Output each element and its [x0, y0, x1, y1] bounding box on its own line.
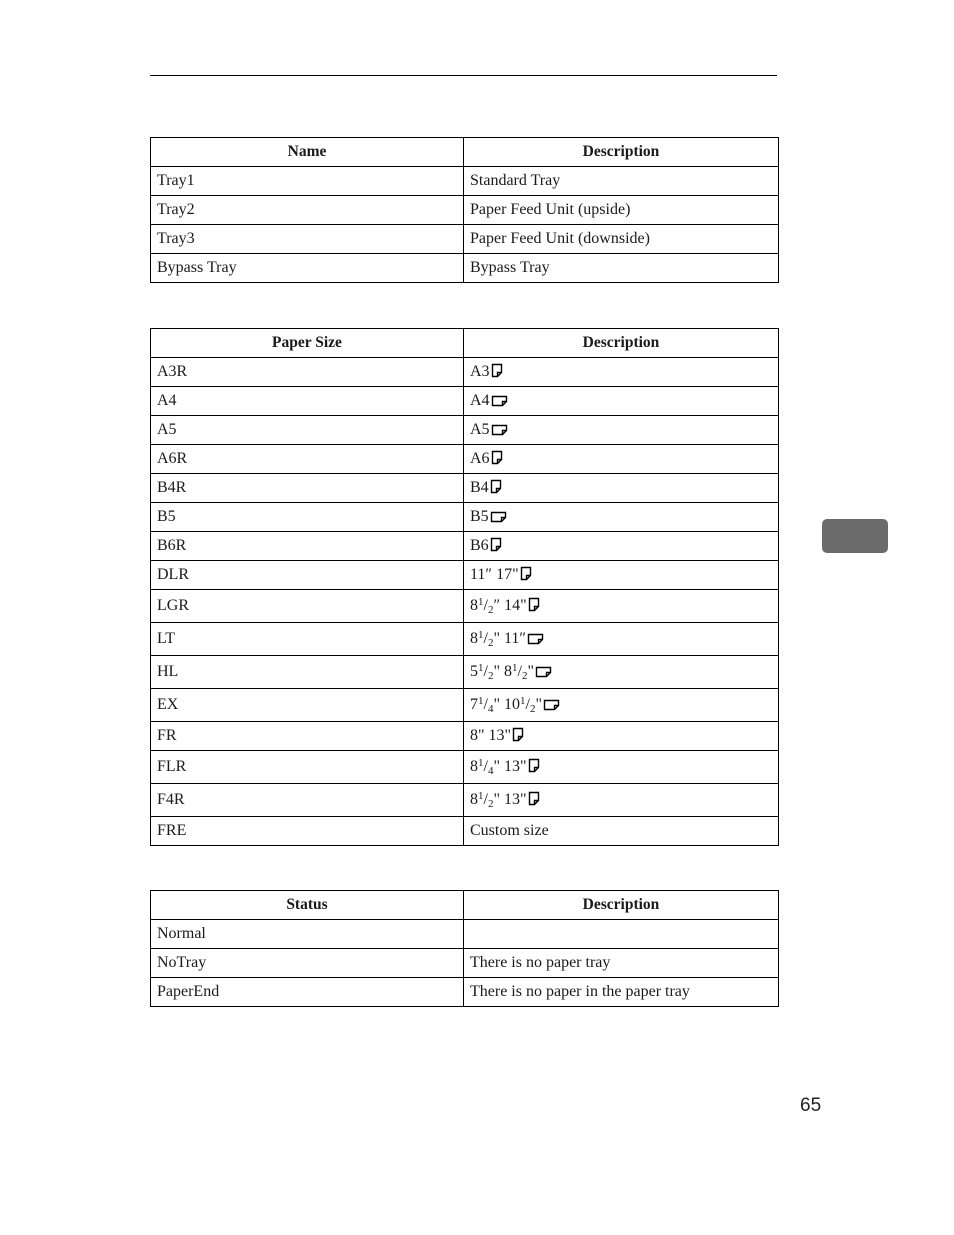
table-row [151, 416, 779, 445]
paper-size-description [464, 590, 779, 623]
page-number: 65 [800, 1095, 822, 1116]
landscape-orientation-icon [491, 424, 508, 436]
table-row [151, 949, 779, 978]
size-text: B6 [470, 537, 489, 554]
fraction-numerator: 1 [478, 790, 484, 802]
size-text: A6 [470, 450, 490, 467]
landscape-orientation-icon [527, 633, 544, 645]
size-text: / [483, 758, 488, 775]
size-text: 8 [470, 758, 478, 775]
size-text: A5 [470, 421, 490, 438]
table-row [151, 623, 779, 656]
table-row [151, 196, 779, 225]
fraction-denominator: 2 [521, 670, 528, 682]
paper-size-description [464, 623, 779, 656]
size-text: 8 [470, 597, 478, 614]
fraction-denominator: 2 [487, 637, 494, 649]
fraction-numerator: 1 [478, 757, 484, 769]
paper-size-rows [151, 358, 779, 846]
paper-size-description [464, 445, 779, 474]
fraction-numerator: 1 [511, 662, 518, 674]
size-text: A4 [470, 392, 490, 409]
size-text: 7 [470, 696, 478, 713]
paper-size-name: F4R [151, 784, 464, 817]
fraction-numerator: 1 [478, 695, 484, 707]
paper-size-name: DLR [151, 561, 464, 590]
table-row [151, 689, 779, 722]
paper-size-description [464, 784, 779, 817]
fraction-denominator: 4 [487, 765, 494, 777]
paper-size-name: A3R [151, 358, 464, 387]
table-cell: Tray3 [151, 225, 464, 254]
table-row [151, 167, 779, 196]
portrait-orientation-icon [491, 450, 503, 465]
portrait-orientation-icon [512, 727, 524, 742]
paper-size-name: LGR [151, 590, 464, 623]
paper-size-description [464, 751, 779, 784]
paper-size-description [464, 689, 779, 722]
size-text: Custom size [470, 822, 549, 839]
size-text: / [525, 696, 530, 713]
portrait-orientation-icon [528, 758, 540, 773]
table-cell: Tray1 [151, 167, 464, 196]
table-row [151, 474, 779, 503]
size-text: 8 [470, 630, 478, 647]
size-text: 11″ 17" [470, 566, 519, 583]
column-header: Paper Size [151, 329, 464, 358]
paper-size-name: FR [151, 722, 464, 751]
paper-size-description [464, 358, 779, 387]
fraction-denominator: 2 [487, 798, 494, 810]
status-table [150, 890, 779, 1007]
paper-size-name: FRE [151, 817, 464, 846]
paper-size-name: B4R [151, 474, 464, 503]
fraction-denominator: 4 [487, 703, 494, 715]
table-cell: Bypass Tray [151, 254, 464, 283]
table-cell: NoTray [151, 949, 464, 978]
table-row [151, 978, 779, 1007]
portrait-orientation-icon [491, 363, 503, 378]
table-header-row [151, 891, 779, 920]
landscape-orientation-icon [491, 395, 508, 407]
size-text: / [483, 597, 488, 614]
paper-size-description [464, 817, 779, 846]
size-text: / [483, 791, 488, 808]
table-cell: PaperEnd [151, 978, 464, 1007]
size-text: " [535, 696, 542, 713]
table-row [151, 225, 779, 254]
table-cell: There is no paper in the paper tray [464, 978, 779, 1007]
column-header: Status [151, 891, 464, 920]
table-cell: Paper Feed Unit (downside) [464, 225, 779, 254]
paper-size-description [464, 532, 779, 561]
size-text: " 11″ [493, 630, 527, 647]
table-cell: Tray2 [151, 196, 464, 225]
size-text: B4 [470, 479, 489, 496]
table-row [151, 445, 779, 474]
size-text: " 13" [493, 791, 527, 808]
landscape-orientation-icon [535, 666, 552, 678]
column-header: Description [464, 138, 779, 167]
paper-size-description [464, 722, 779, 751]
column-header: Name [151, 138, 464, 167]
table-row [151, 387, 779, 416]
portrait-orientation-icon [528, 791, 540, 806]
size-text: / [517, 663, 522, 680]
size-text: 8" 13" [470, 727, 512, 744]
paper-size-name: FLR [151, 751, 464, 784]
table-header-row [151, 138, 779, 167]
table-cell: Standard Tray [464, 167, 779, 196]
table-row [151, 722, 779, 751]
table-row [151, 254, 779, 283]
table-row [151, 920, 779, 949]
fraction-numerator: 1 [519, 695, 526, 707]
paper-size-description [464, 416, 779, 445]
portrait-orientation-icon [520, 566, 532, 581]
landscape-orientation-icon [490, 511, 507, 523]
fraction-denominator: 2 [529, 703, 536, 715]
table-row [151, 590, 779, 623]
chapter-tab-marker [822, 519, 888, 553]
table-row [151, 532, 779, 561]
size-text: 8 [470, 791, 478, 808]
portrait-orientation-icon [528, 597, 540, 612]
table-cell [464, 920, 779, 949]
paper-size-name: A5 [151, 416, 464, 445]
size-text: B5 [470, 508, 489, 525]
paper-size-description [464, 503, 779, 532]
fraction-denominator: 2 [487, 670, 494, 682]
table-row [151, 358, 779, 387]
table-header-row [151, 329, 779, 358]
paper-size-table [150, 328, 779, 846]
paper-size-description [464, 474, 779, 503]
portrait-orientation-icon [490, 479, 502, 494]
size-text: / [483, 696, 488, 713]
tray-table [150, 137, 779, 283]
fraction-numerator: 1 [478, 629, 484, 641]
paper-size-name: B6R [151, 532, 464, 561]
fraction-denominator: 2 [487, 604, 494, 616]
table-cell: Paper Feed Unit (upside) [464, 196, 779, 225]
paper-size-description [464, 656, 779, 689]
header-rule [150, 75, 777, 76]
paper-size-name: B5 [151, 503, 464, 532]
portrait-orientation-icon [490, 537, 502, 552]
size-text: " [527, 663, 534, 680]
table-row [151, 561, 779, 590]
landscape-orientation-icon [543, 699, 560, 711]
size-text: 5 [470, 663, 478, 680]
table-row [151, 503, 779, 532]
size-text: " 10 [493, 696, 520, 713]
size-text: / [483, 663, 488, 680]
paper-size-name: A6R [151, 445, 464, 474]
paper-size-name: EX [151, 689, 464, 722]
size-text: / [483, 630, 488, 647]
size-text: " 8 [493, 663, 512, 680]
fraction-numerator: 1 [478, 596, 484, 608]
column-header: Description [464, 329, 779, 358]
column-header: Description [464, 891, 779, 920]
paper-size-description [464, 561, 779, 590]
size-text: ″ 14" [493, 597, 527, 614]
size-text: " 13" [493, 758, 527, 775]
paper-size-name: HL [151, 656, 464, 689]
fraction-numerator: 1 [478, 662, 484, 674]
table-row [151, 656, 779, 689]
table-cell: Bypass Tray [464, 254, 779, 283]
paper-size-description [464, 387, 779, 416]
table-cell: Normal [151, 920, 464, 949]
table-row [151, 817, 779, 846]
size-text: A3 [470, 363, 490, 380]
paper-size-name: LT [151, 623, 464, 656]
table-row [151, 751, 779, 784]
table-row [151, 784, 779, 817]
paper-size-name: A4 [151, 387, 464, 416]
table-cell: There is no paper tray [464, 949, 779, 978]
